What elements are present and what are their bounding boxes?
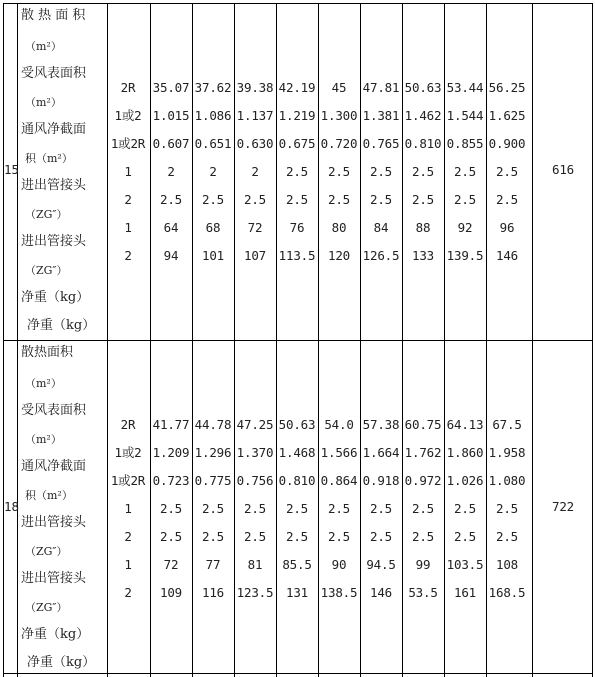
table-cell: 146	[370, 585, 392, 600]
table-cell: 37.62	[194, 80, 232, 95]
table-cell: 2.5	[496, 164, 518, 179]
type-code: 2	[124, 248, 132, 263]
row-label: （m²）	[25, 377, 62, 390]
table-right-border	[592, 341, 593, 677]
column-divider	[444, 341, 445, 677]
table-cell: 88	[415, 220, 431, 235]
table-cell: 109	[160, 585, 182, 600]
column-divider	[150, 4, 151, 340]
row-label: 散热面积	[21, 345, 74, 360]
table-cell: 57.38	[362, 417, 400, 432]
table-cell: 2.5	[496, 501, 518, 516]
table-cell: 72	[163, 557, 179, 572]
row-label: （ZG″）	[25, 545, 68, 558]
table-cell: 116	[202, 585, 224, 600]
table-cell: 2	[209, 164, 217, 179]
table-cell: 1.958	[488, 445, 526, 460]
table-cell: 2.5	[244, 529, 266, 544]
table-cell: 0.651	[194, 136, 232, 151]
table-cell: 103.5	[446, 557, 484, 572]
table-cell: 2.5	[454, 501, 476, 516]
table-cell: 2.5	[286, 192, 308, 207]
table-cell: 44.78	[194, 417, 232, 432]
table-cell: 108	[496, 557, 518, 572]
row-label: 进出管接头	[21, 234, 87, 249]
table-cell: 94	[163, 248, 179, 263]
row-label: 受风表面积	[21, 66, 87, 81]
column-divider	[360, 4, 361, 340]
table-cell: 1.370	[236, 445, 274, 460]
table-cell: 168.5	[488, 585, 526, 600]
table-cell: 84	[373, 220, 389, 235]
table-cell: 2	[167, 164, 175, 179]
table-cell: 0.855	[446, 136, 484, 151]
table-cell: 68	[205, 220, 221, 235]
table-cell: 126.5	[362, 248, 400, 263]
table-cell: 1.762	[404, 445, 442, 460]
table-cell: 1.026	[446, 473, 484, 488]
table-cell: 0.723	[152, 473, 190, 488]
row-label: 进出管接头	[21, 571, 87, 586]
table-cell: 2.5	[244, 501, 266, 516]
column-divider	[234, 341, 235, 677]
table-cell: 96	[499, 220, 515, 235]
column-divider	[318, 4, 319, 340]
type-code: 1或2	[114, 108, 142, 123]
table-cell: 101	[202, 248, 224, 263]
table-cell: 2.5	[286, 164, 308, 179]
table-cell: 2.5	[412, 529, 434, 544]
table-cell: 47.25	[236, 417, 274, 432]
table-cell: 0.810	[278, 473, 316, 488]
table-cell: 92	[457, 220, 473, 235]
table-bottom-border	[3, 673, 593, 674]
type-code: 2	[124, 585, 132, 600]
table-cell: 2.5	[328, 164, 350, 179]
table-cell: 2.5	[202, 192, 224, 207]
table-cell: 45	[331, 80, 347, 95]
column-divider	[318, 341, 319, 677]
table-block	[3, 340, 593, 677]
table-cell: 2	[251, 164, 259, 179]
block-total: 722	[552, 499, 574, 514]
table-cell: 47.81	[362, 80, 400, 95]
table-cell: 2.5	[370, 501, 392, 516]
column-divider	[234, 4, 235, 340]
table-cell: 133	[412, 248, 434, 263]
table-cell: 2.5	[244, 192, 266, 207]
table-cell: 67.5	[492, 417, 522, 432]
table-right-border	[592, 4, 593, 340]
table-block	[3, 3, 593, 340]
block-id: 18	[4, 499, 20, 514]
table-cell: 2.5	[496, 192, 518, 207]
table-cell: 2.5	[328, 529, 350, 544]
table-cell: 131	[286, 585, 308, 600]
table-cell: 94.5	[366, 557, 396, 572]
column-divider	[276, 4, 277, 340]
table-cell: 1.566	[320, 445, 358, 460]
table-cell: 39.38	[236, 80, 274, 95]
table-cell: 2.5	[202, 529, 224, 544]
table-cell: 2.5	[370, 529, 392, 544]
column-divider	[532, 341, 533, 677]
column-divider	[107, 4, 108, 340]
table-cell: 53.44	[446, 80, 484, 95]
row-label: 通风净截面	[21, 459, 87, 474]
table-cell: 1.080	[488, 473, 526, 488]
table-cell: 2.5	[202, 501, 224, 516]
table-cell: 99	[415, 557, 431, 572]
column-divider	[532, 4, 533, 340]
table-cell: 50.63	[404, 80, 442, 95]
table-cell: 54.0	[324, 417, 354, 432]
table-cell: 1.296	[194, 445, 232, 460]
table-cell: 0.972	[404, 473, 442, 488]
column-divider	[192, 341, 193, 677]
row-label: （m²）	[25, 40, 62, 53]
table-cell: 161	[454, 585, 476, 600]
row-label: （ZG″）	[25, 208, 68, 221]
table-cell: 0.918	[362, 473, 400, 488]
table-cell: 2.5	[454, 192, 476, 207]
table-cell: 42.19	[278, 80, 316, 95]
row-label: 进出管接头	[21, 178, 87, 193]
table-cell: 0.720	[320, 136, 358, 151]
table-cell: 123.5	[236, 585, 274, 600]
table-cell: 2.5	[328, 501, 350, 516]
type-code: 1	[124, 164, 132, 179]
table-cell: 2.5	[496, 529, 518, 544]
table-cell: 0.810	[404, 136, 442, 151]
table-cell: 2.5	[454, 164, 476, 179]
column-divider	[192, 4, 193, 340]
type-code: 2	[124, 529, 132, 544]
block-total: 616	[552, 162, 574, 177]
table-cell: 85.5	[282, 557, 312, 572]
table-cell: 2.5	[160, 501, 182, 516]
table-cell: 2.5	[286, 501, 308, 516]
table-cell: 53.5	[408, 585, 438, 600]
row-label: 净重（kg）	[27, 318, 96, 333]
column-divider	[486, 4, 487, 340]
table-cell: 56.25	[488, 80, 526, 95]
type-code: 2R	[120, 80, 136, 95]
table-cell: 50.63	[278, 417, 316, 432]
type-code: 1或2R	[110, 473, 146, 488]
type-code: 2	[124, 192, 132, 207]
row-label: 受风表面积	[21, 403, 87, 418]
table-cell: 1.462	[404, 108, 442, 123]
table-cell: 2.5	[412, 501, 434, 516]
table-cell: 0.630	[236, 136, 274, 151]
column-divider	[444, 4, 445, 340]
table-cell: 35.07	[152, 80, 190, 95]
table-cell: 1.015	[152, 108, 190, 123]
table-cell: 2.5	[160, 529, 182, 544]
table-cell: 76	[289, 220, 305, 235]
column-divider	[360, 341, 361, 677]
table-cell: 1.664	[362, 445, 400, 460]
table-cell: 2.5	[412, 192, 434, 207]
table-cell: 90	[331, 557, 347, 572]
table-cell: 0.607	[152, 136, 190, 151]
type-code: 1	[124, 557, 132, 572]
table-cell: 1.860	[446, 445, 484, 460]
table-cell: 0.756	[236, 473, 274, 488]
table-cell: 72	[247, 220, 263, 235]
table-cell: 77	[205, 557, 221, 572]
table-cell: 0.775	[194, 473, 232, 488]
table-cell: 80	[331, 220, 347, 235]
row-label: 净重（kg）	[21, 290, 90, 305]
table-cell: 1.625	[488, 108, 526, 123]
column-divider	[402, 4, 403, 340]
table-cell: 0.900	[488, 136, 526, 151]
table-cell: 2.5	[412, 164, 434, 179]
table-cell: 146	[496, 248, 518, 263]
type-code: 1	[124, 220, 132, 235]
table-cell: 107	[244, 248, 266, 263]
type-code: 1或2	[114, 445, 142, 460]
row-label: 散 热 面 积	[21, 8, 86, 23]
table-cell: 2.5	[370, 164, 392, 179]
table-cell: 1.219	[278, 108, 316, 123]
row-label: 净重（kg）	[27, 655, 96, 670]
table-cell: 2.5	[160, 192, 182, 207]
type-code: 1	[124, 501, 132, 516]
row-label: （ZG″）	[25, 601, 68, 614]
table-cell: 1.086	[194, 108, 232, 123]
table-cell: 41.77	[152, 417, 190, 432]
table-cell: 64	[163, 220, 179, 235]
table-cell: 2.5	[328, 192, 350, 207]
table-cell: 81	[247, 557, 263, 572]
column-divider	[402, 341, 403, 677]
block-id: 15	[4, 162, 20, 177]
table-cell: 64.13	[446, 417, 484, 432]
table-cell: 0.864	[320, 473, 358, 488]
table-cell: 1.381	[362, 108, 400, 123]
row-label: （ZG″）	[25, 264, 68, 277]
table-cell: 1.300	[320, 108, 358, 123]
table-cell: 0.675	[278, 136, 316, 151]
table-cell: 113.5	[278, 248, 316, 263]
table-cell: 1.544	[446, 108, 484, 123]
column-divider	[150, 341, 151, 677]
row-label: 进出管接头	[21, 515, 87, 530]
table-cell: 60.75	[404, 417, 442, 432]
table-cell: 0.765	[362, 136, 400, 151]
column-divider	[486, 341, 487, 677]
table-cell: 138.5	[320, 585, 358, 600]
type-code: 1或2R	[110, 136, 146, 151]
row-label: 净重（kg）	[21, 627, 90, 642]
table-cell: 139.5	[446, 248, 484, 263]
table-cell: 1.137	[236, 108, 274, 123]
row-label: 积（m²）	[25, 489, 73, 502]
row-label: 通风净截面	[21, 122, 87, 137]
table-cell: 2.5	[370, 192, 392, 207]
row-label: 积（m²）	[25, 152, 73, 165]
column-divider	[107, 341, 108, 677]
row-label: （m²）	[25, 433, 62, 446]
table-cell: 1.209	[152, 445, 190, 460]
column-divider	[276, 341, 277, 677]
type-code: 2R	[120, 417, 136, 432]
table-cell: 1.468	[278, 445, 316, 460]
row-label: （m²）	[25, 96, 62, 109]
table-cell: 2.5	[286, 529, 308, 544]
table-cell: 120	[328, 248, 350, 263]
table-cell: 2.5	[454, 529, 476, 544]
